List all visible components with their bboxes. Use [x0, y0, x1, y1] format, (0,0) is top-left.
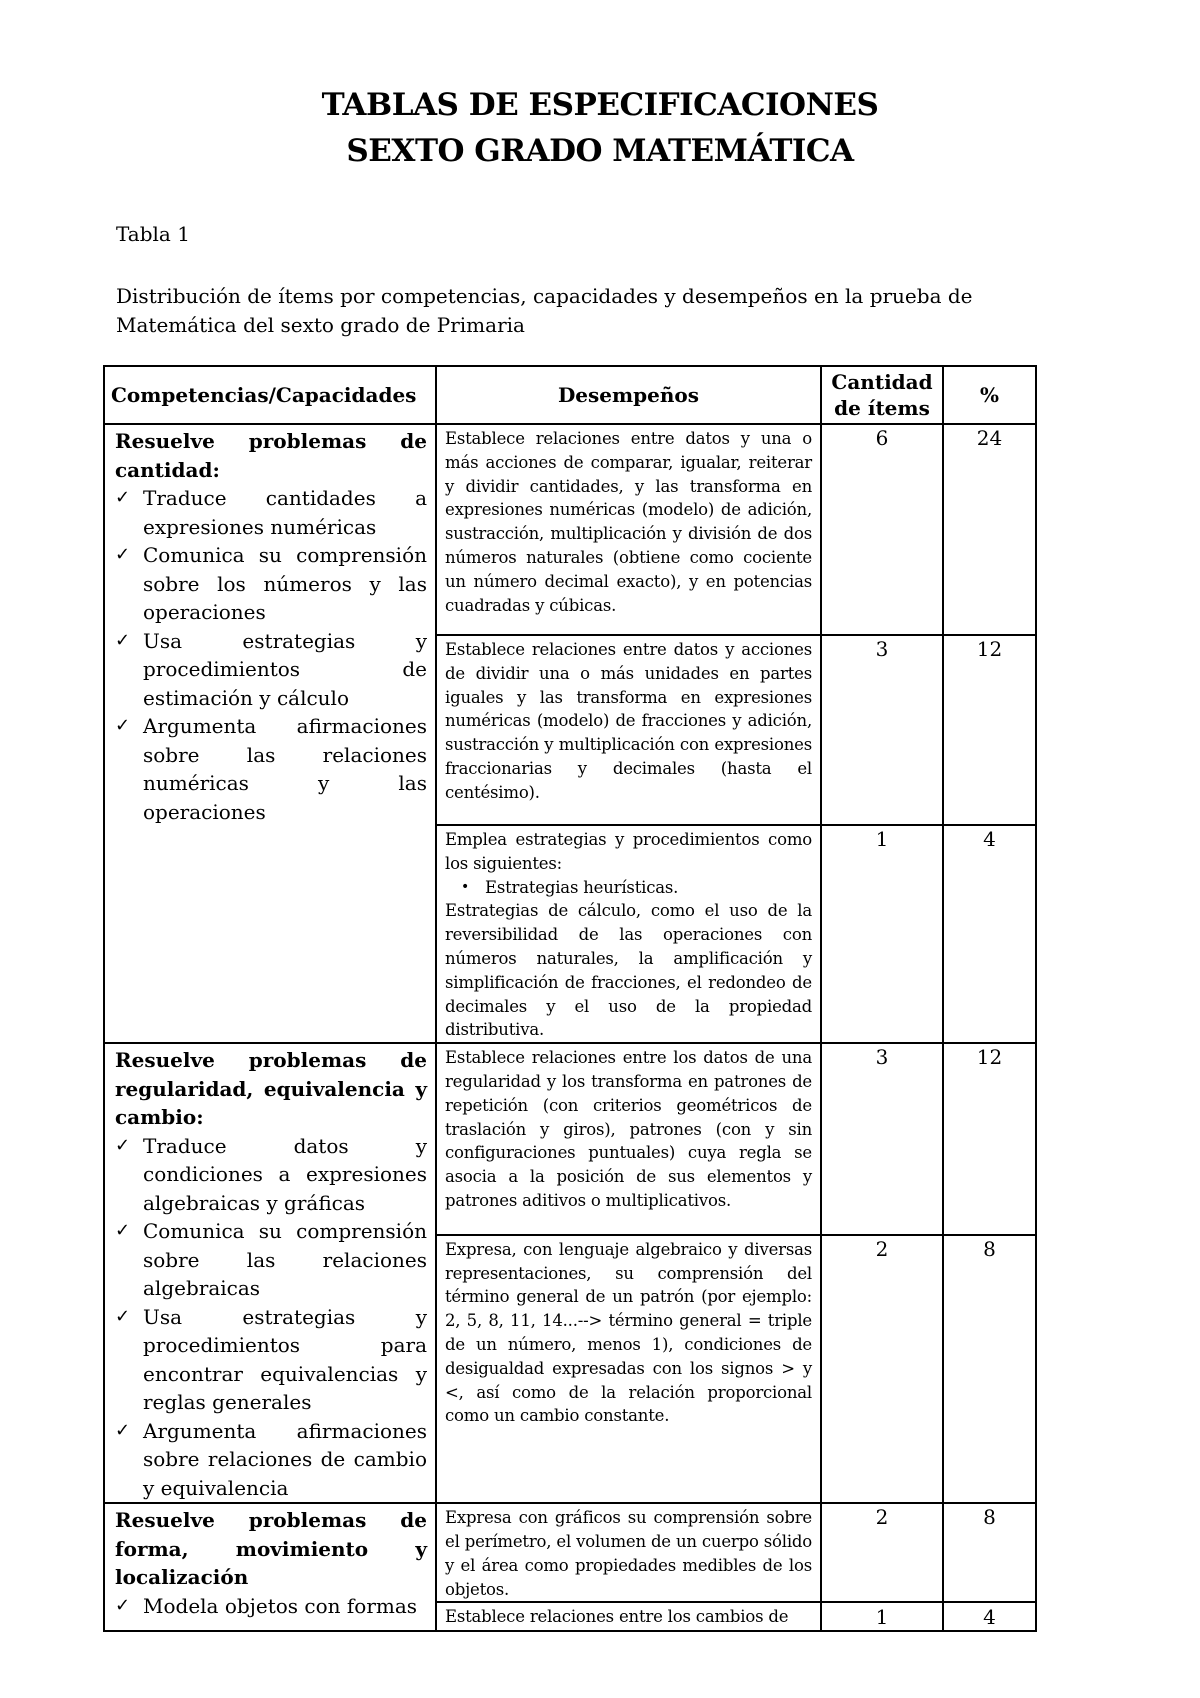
capacidades-list — [115, 1132, 427, 1503]
capacidad-text: Comunica su comprensión sobre los números y las operaciones — [143, 543, 427, 624]
desempeno-cell: Establece relaciones entre datos y acciones de dividir una o más unidades en partes iguales y las transforma en expresiones numéricas (modelo) de fracciones y adición, sustracción y multiplicación con expresiones fraccionarias y decimales (hasta el centésimo). — [436, 635, 821, 825]
capacidades-list — [115, 484, 427, 826]
porcentaje-cell: 12 — [943, 1043, 1036, 1235]
header-porcentaje: % — [943, 366, 1036, 424]
porcentaje-cell: 8 — [943, 1235, 1036, 1503]
capacidad-text: Modela objetos con formas — [143, 1593, 418, 1618]
check-icon: ✓ — [115, 1134, 131, 1156]
check-icon: ✓ — [115, 629, 131, 651]
check-icon: ✓ — [115, 544, 131, 565]
document-title — [0, 82, 1200, 174]
desempeno-intro: Emplea estrategias y procedimientos como los siguientes: — [445, 830, 812, 873]
header-desempenos: Desempeños — [436, 366, 821, 424]
bullet-text: Estrategias heurísticas. — [485, 877, 679, 897]
list-item — [115, 1132, 427, 1218]
porcentaje-cell: 4 — [943, 825, 1036, 1043]
competencia-title: Resuelve problemas de regularidad, equivalencia y cambio: — [115, 1048, 427, 1130]
title-line-2: SEXTO GRADO MATEMÁTICA — [346, 133, 854, 169]
capacidad-text: Usa estrategias y procedimientos de estimación y cálculo — [143, 628, 427, 710]
capacidad-text: Traduce cantidades a expresiones numéricas — [143, 486, 427, 539]
porcentaje-cell: 24 — [943, 424, 1036, 635]
desempeno-bullet-item — [445, 876, 812, 900]
list-item — [115, 1217, 427, 1303]
title-line-1: TABLAS DE ESPECIFICACIONES — [321, 87, 879, 123]
list-item — [115, 541, 427, 627]
list-item — [115, 484, 427, 541]
porcentaje-cell: 8 — [943, 1503, 1036, 1602]
capacidad-text: Argumenta afirmaciones sobre relaciones de cambio y equivalencia — [143, 1418, 427, 1500]
list-item — [115, 1592, 427, 1621]
header-cantidad: Cantidad de ítems — [821, 366, 943, 424]
cantidad-cell: 2 — [821, 1235, 943, 1503]
competencia-title: Resuelve problemas de forma, movimiento y localización — [115, 1508, 427, 1590]
cantidad-cell: 3 — [821, 1043, 943, 1235]
cantidad-cell: 6 — [821, 424, 943, 635]
competencia-cell — [104, 424, 436, 1043]
list-item — [115, 712, 427, 826]
cantidad-cell: 3 — [821, 635, 943, 825]
check-icon: ✓ — [115, 715, 131, 736]
capacidad-text: Comunica su comprensión sobre las relaciones algebraicas — [143, 1219, 427, 1301]
bullet-icon: • — [461, 878, 470, 895]
header-row — [104, 366, 1036, 424]
cantidad-cell: 2 — [821, 1503, 943, 1602]
capacidades-list — [115, 1592, 427, 1621]
capacidad-text: Traduce datos y condiciones a expresiones algebraicas y gráficas — [143, 1133, 427, 1215]
cantidad-cell: 1 — [821, 1602, 943, 1631]
header-competencias: Competencias/Capacidades — [104, 366, 436, 424]
specifications-table — [103, 365, 1037, 1632]
porcentaje-cell: 4 — [943, 1602, 1036, 1631]
list-item — [115, 627, 427, 713]
table-caption: Distribución de ítems por competencias, capacidades y desempeños en la prueba de Matemática del sexto grado de Primaria — [116, 284, 973, 337]
desempeno-cell: Expresa con gráficos su comprensión sobre el perímetro, el volumen de un cuerpo sólido y el área como propiedades medibles de los objetos. — [436, 1503, 821, 1602]
table-label: Tabla 1 — [116, 222, 190, 246]
check-icon: ✓ — [115, 487, 131, 508]
competencia-title: Resuelve problemas de cantidad: — [115, 429, 427, 482]
porcentaje-cell: 12 — [943, 635, 1036, 825]
check-icon: ✓ — [115, 1220, 131, 1242]
table-row — [104, 1503, 1036, 1602]
desempeno-cell: Establece relaciones entre los datos de una regularidad y los transforma en patrones de repetición (con criterios geométricos de traslación y giros), patrones (con y sin configuraciones puntuales) cuya regla se asocia a la posición de sus elementos y patrones aditivos o multiplicativos. — [436, 1043, 821, 1235]
list-item — [115, 1417, 427, 1503]
desempeno-cell: Establece relaciones entre datos y una o más acciones de comparar, igualar, reiterar y dividir cantidades, y las transforma en expresiones numéricas (modelo) de adición, sustracción, multiplicación y división de dos números naturales (obtiene como cociente un número decimal exacto), y en potencias cuadradas y cúbicas. — [436, 424, 821, 635]
check-icon: ✓ — [115, 1419, 131, 1441]
competencia-cell — [104, 1503, 436, 1631]
check-icon: ✓ — [115, 1305, 131, 1327]
cantidad-cell: 1 — [821, 825, 943, 1043]
list-item — [115, 1303, 427, 1417]
capacidad-text: Argumenta afirmaciones sobre las relaciones numéricas y las operaciones — [143, 714, 427, 824]
table-row — [104, 424, 1036, 635]
table-row — [104, 1043, 1036, 1235]
competencia-cell — [104, 1043, 436, 1503]
desempeno-cell — [436, 825, 821, 1043]
check-icon: ✓ — [115, 1594, 131, 1616]
capacidad-text: Usa estrategias y procedimientos para encontrar equivalencias y reglas generales — [143, 1304, 427, 1415]
desempeno-cell: Establece relaciones entre los cambios de — [436, 1602, 821, 1631]
desempeno-rest: Estrategias de cálculo, como el uso de la reversibilidad de las operaciones con números naturales, la amplificación y simplificación de fracciones, el redondeo de decimales y el uso de la propiedad distributiva. — [445, 901, 812, 1040]
desempeno-cell: Expresa, con lenguaje algebraico y diversas representaciones, su comprensión del término general de un patrón (por ejemplo: 2, 5, 8, 11, 14...--> término general = triple de un número, menos 1), condiciones de desigualdad expresadas con los signos > y <, así como de la relación proporcional como un cambio constante. — [436, 1235, 821, 1503]
